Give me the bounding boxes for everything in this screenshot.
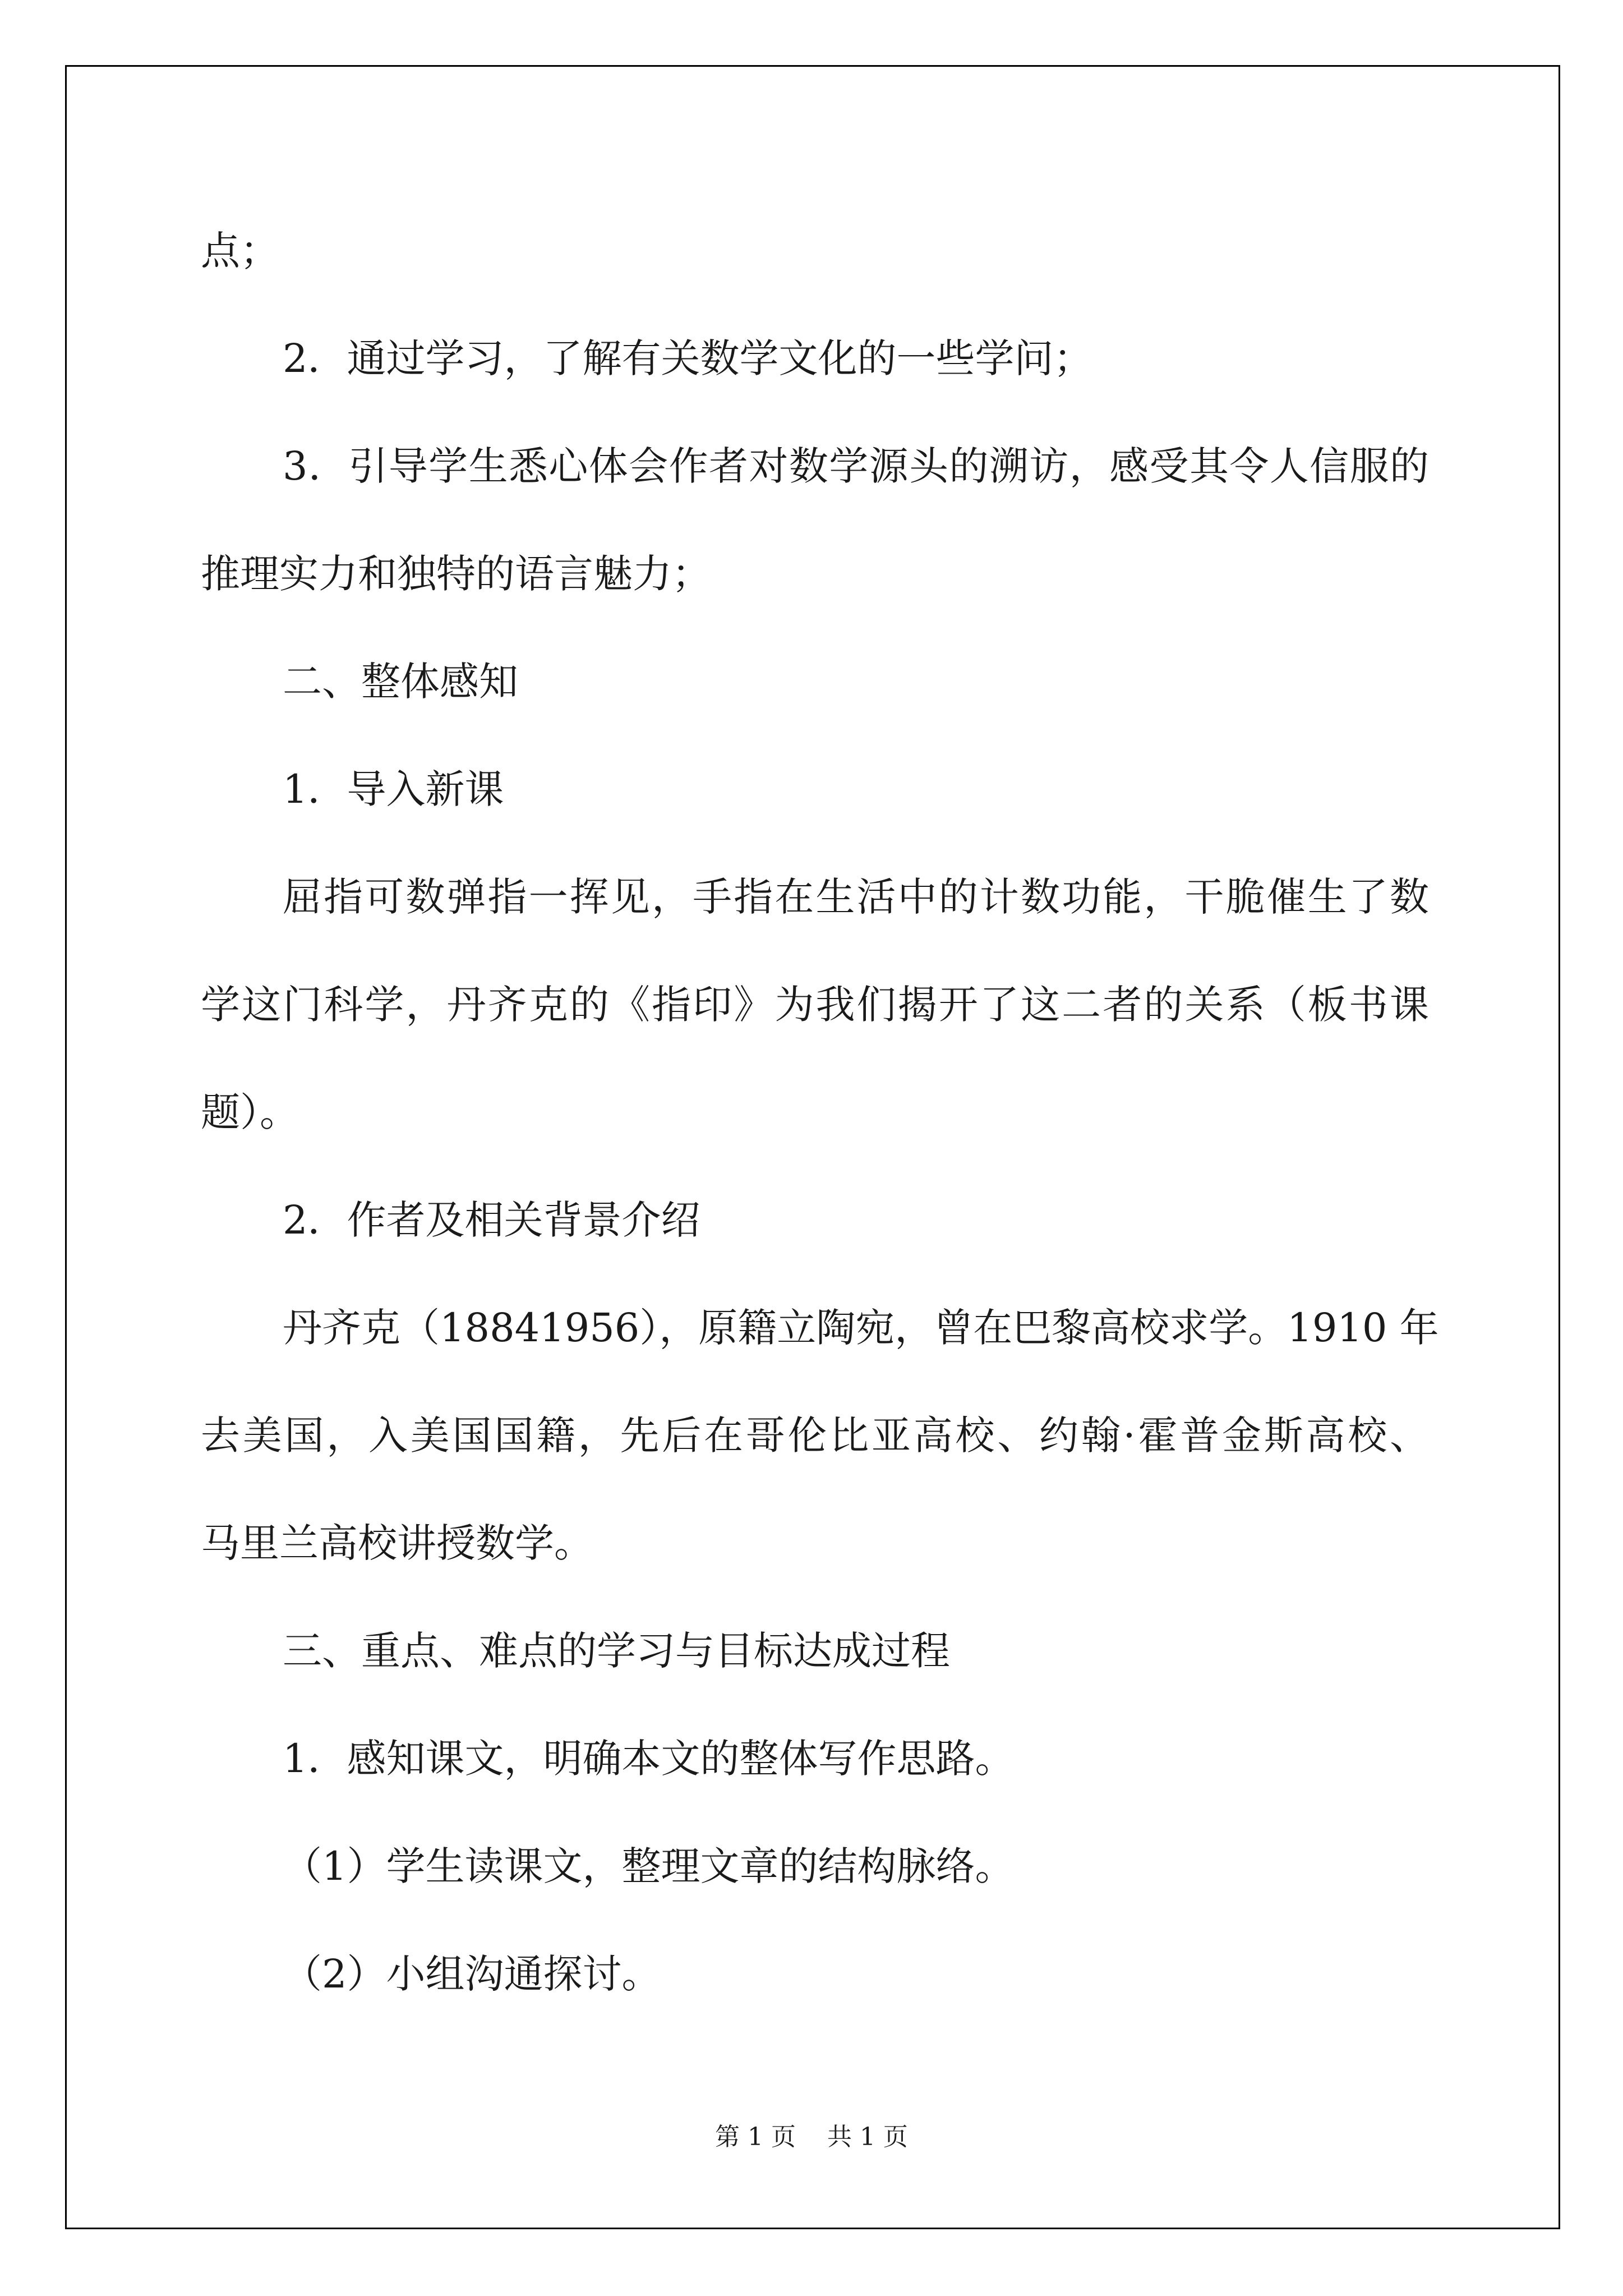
text-line-intro-1: 屈指可数弹指一挥见，手指在生活中的计数功能，干脆催生了数	[283, 874, 1429, 920]
subheading-author-background: 2．作者及相关背景介绍	[283, 1197, 700, 1243]
subheading-introduction: 1．导入新课	[283, 766, 504, 812]
page-number-footer: 第 1 页 共 1 页	[715, 2123, 908, 2151]
section-heading-overall-perception: 二、整体感知	[283, 659, 518, 705]
list-item-step-2: （2）小组沟通探讨。	[283, 1951, 661, 1997]
text-line-objective-3-cont: 推理实力和独特的语言魅力；	[201, 551, 711, 597]
text-line-continuation: 点；	[201, 228, 279, 274]
text-line-author-1: 丹齐克（18841956），原籍立陶宛，曾在巴黎高校求学。1910 年	[283, 1305, 1439, 1351]
text-line-author-3: 马里兰高校讲授数学。	[201, 1520, 593, 1566]
text-line-objective-2: 2．通过学习，了解有关数学文化的一些学问；	[283, 335, 1093, 381]
section-heading-key-points: 三、重点、难点的学习与目标达成过程	[283, 1628, 950, 1674]
list-item-step-1: （1）学生读课文，整理文章的结构脉络。	[283, 1843, 1015, 1889]
text-line-intro-3: 题）。	[201, 1089, 299, 1135]
text-line-objective-3: 3．引导学生悉心体会作者对数学源头的溯访，感受其令人信服的	[283, 443, 1429, 489]
text-line-intro-2: 学这门科学，丹齐克的《指印》为我们揭开了这二者的关系（板书课	[201, 982, 1429, 1028]
page-border	[65, 65, 1560, 2229]
text-line-author-2: 去美国，入美国国籍，先后在哥伦比亚高校、约翰·霍普金斯高校、	[201, 1412, 1429, 1458]
subheading-perceive-text: 1．感知课文，明确本文的整体写作思路。	[283, 1736, 1015, 1782]
